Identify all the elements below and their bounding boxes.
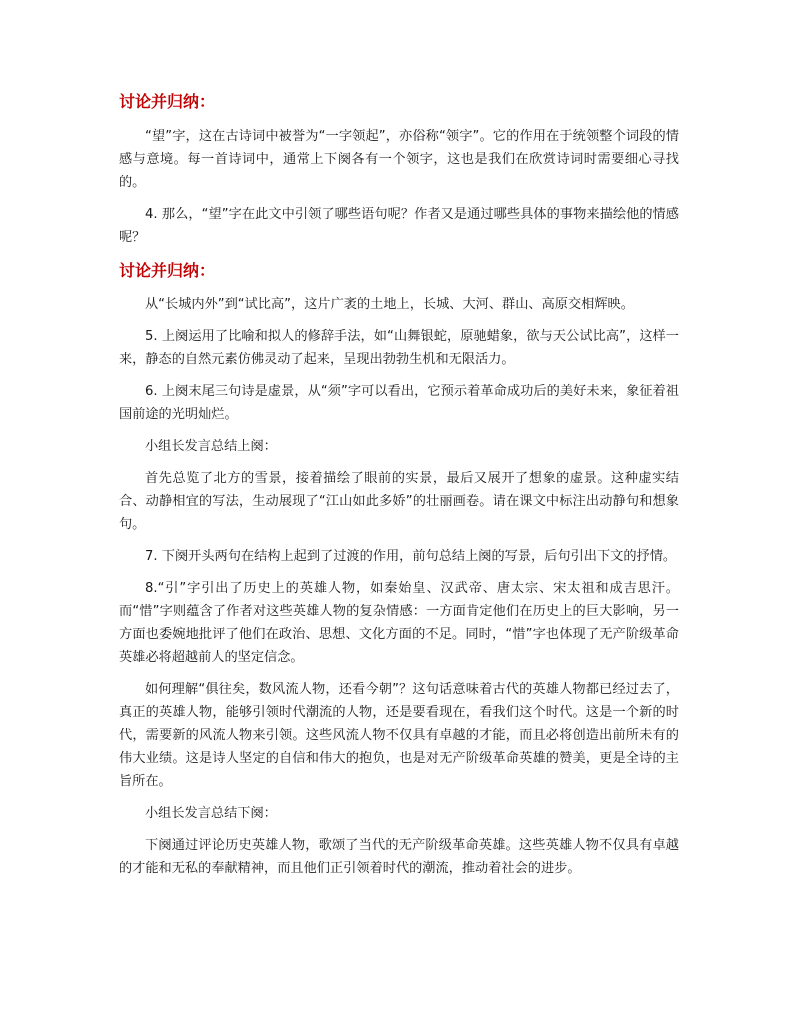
paragraph: 首先总览了北方的雪景，接着描绘了眼前的实景，最后又展开了想象的虚景。这种虚实结合、动静相宜的写法，生动展现了“江山如此多娇”的壮丽画卷。请在课文中标注出动静句和想象句。 xyxy=(119,471,679,532)
paragraph: 5. 上阕运用了比喻和拟人的修辞手法，如“山舞银蛇，原驰蜡象，欲与天公试比高”，这样一来，静态的自然元素仿佛灵动了起来，呈现出勃勃生机和无限活力。 xyxy=(119,329,679,367)
summary-label: 小组长发言总结上阕： xyxy=(145,439,277,454)
document-page xyxy=(119,90,679,880)
summary-label: 小组长发言总结下阕： xyxy=(145,806,277,821)
paragraph: “望”字，这在古诗词中被誉为“一字领起”，亦俗称“领字”。它的作用在于统领整个词段的情感与意境。每一首诗词中，通常上下阕各有一个领字，这也是我们在欣赏诗词时需要细心寻找的。 xyxy=(119,129,679,190)
section-heading: 讨论并归纳： xyxy=(119,92,216,111)
section-heading: 讨论并归纳： xyxy=(119,261,216,280)
paragraph: 下阕通过评论历史英雄人物，歌颂了当代的无产阶级革命英雄。这些英雄人物不仅具有卓越的才能和无私的奉献精神，而且他们正引领着时代的潮流，推动着社会的进步。 xyxy=(119,838,679,876)
paragraph: 6. 上阕末尾三句诗是虚景，从“须”字可以看出，它预示着革命成功后的美好未来，象征着祖国前途的光明灿烂。 xyxy=(119,384,679,422)
paragraph: 8.“引”字引出了历史上的英雄人物，如秦始皇、汉武帝、唐太宗、宋太祖和成吉思汗。而“惜”字则蕴含了作者对这些英雄人物的复杂情感：一方面肯定他们在历史上的巨大影响，另一方面也委婉地批评了他们在政治、思想、文化方面的不足。同时，“惜”字也体现了无产阶级革命英雄必将超越前人的坚定信念。 xyxy=(119,581,679,665)
paragraph: 7. 下阕开头两句在结构上起到了过渡的作用，前句总结上阕的写景，后句引出下文的抒情。 xyxy=(145,549,677,564)
paragraph: 如何理解“俱往矣，数风流人物，还看今朝”？这句话意味着古代的英雄人物都已经过去了，真正的英雄人物，能够引领时代潮流的人物，还是要看现在，看我们这个时代。这是一个新的时代，需要新的风流人物来引领。这些风流人物不仅具有卓越的才能，而且必将创造出前所未有的伟大业绩。这是诗人坚定的自信和伟大的抱负，也是对无产阶级革命英雄的赞美，更是全诗的主旨所在。 xyxy=(119,682,679,789)
paragraph: 从“长城内外”到“试比高”，这片广袤的土地上，长城、大河、群山、高原交相辉映。 xyxy=(145,297,634,312)
question-paragraph: 4. 那么，“望”字在此文中引领了哪些语句呢？作者又是通过哪些具体的事物来描绘他的情感呢？ xyxy=(119,207,679,245)
